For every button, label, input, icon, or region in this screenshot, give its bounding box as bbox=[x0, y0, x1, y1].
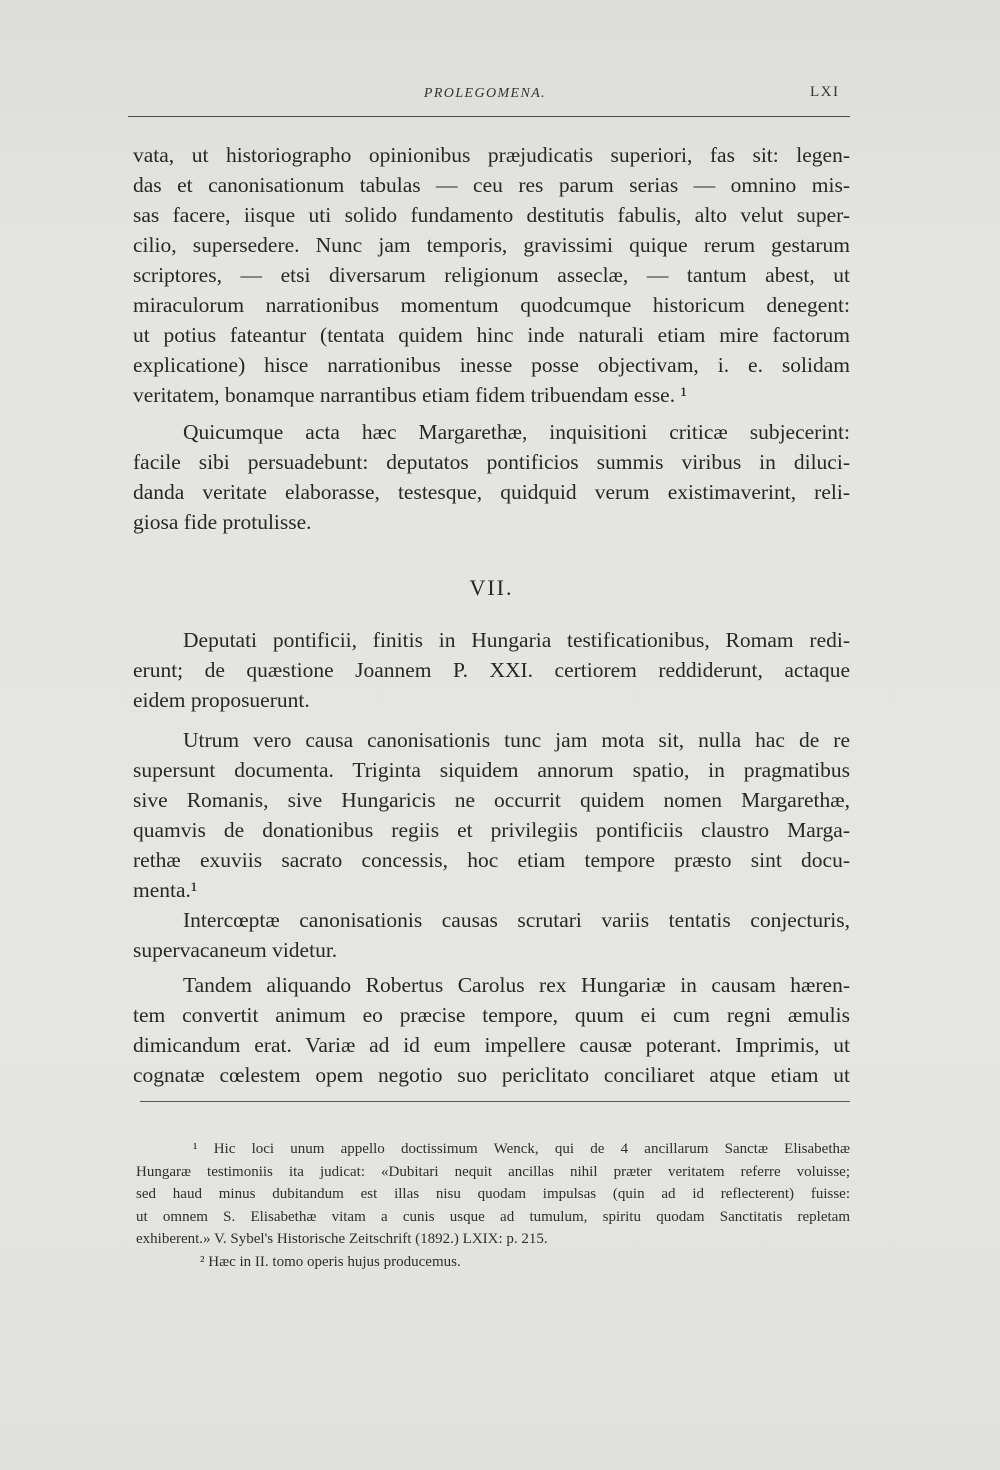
body-line: miraculorum narrationibus momentum quodcumque historicum denegent: bbox=[133, 293, 850, 317]
body-line: cilio, supersedere. Nunc jam temporis, gravissimi quique rerum gestarum bbox=[133, 233, 850, 257]
body-line: veritatem, bonamque narrantibus etiam fidem tribuendam esse. ¹ bbox=[133, 383, 687, 407]
footnote-line: ² Hæc in II. tomo operis hujus producemus. bbox=[200, 1253, 461, 1270]
body-line: sive Romanis, sive Hungaricis ne occurrit quidem nomen Margarethæ, bbox=[133, 788, 850, 812]
running-title: PROLEGOMENA. bbox=[423, 86, 547, 101]
footnote-line: Hungaræ testimoniis ita judicat: «Dubitari nequit ancillas nihil præter veritatem referre voluisse; bbox=[136, 1163, 850, 1180]
footnote-line: sed haud minus dubitandum est illas nisu quodam impulsas (quin ad id reflecterent) fuisse: bbox=[136, 1186, 850, 1202]
footnote-line: ut omnem S. Elisabethæ vitam a cunis usque ad tumulum, spiritu quodam Sanctitatis repletam bbox=[136, 1208, 850, 1225]
paragraph bbox=[133, 140, 850, 410]
body-line: supersunt documenta. Triginta siquidem annorum spatio, in pragmatibus bbox=[133, 758, 850, 782]
footnote-line: ¹ Hic loci unum appello doctissimum Wenck, qui de 4 ancillarum Sanctæ Elisabethæ bbox=[193, 1141, 850, 1157]
body-line: dimicandum erat. Variæ ad id eum impellere causæ poterant. Imprimis, ut bbox=[133, 1033, 850, 1057]
body-line: scriptores, — etsi diversarum religionum asseclæ, — tantum abest, ut bbox=[133, 263, 850, 287]
body-line: tem convertit animum eo præcise tempore, quum ei cum regni æmulis bbox=[133, 1003, 850, 1027]
body-line: erunt; de quæstione Joannem P. XXI. certiorem reddiderunt, actaque bbox=[133, 658, 850, 682]
body-line: danda veritate elaborasse, testesque, quidquid verum existimaverint, reli- bbox=[133, 480, 850, 504]
body-line: Deputati pontificii, finitis in Hungaria testificationibus, Romam redi- bbox=[183, 628, 850, 652]
body-line: ut potius fateantur (tentata quidem hinc inde naturali etiam mire factorum bbox=[133, 323, 850, 347]
footnotes bbox=[136, 1138, 850, 1273]
body-line: facile sibi persuadebunt: deputatos pontificios summis viribus in diluci- bbox=[133, 450, 850, 474]
body-line: rethæ exuviis sacrato concessis, hoc etiam tempore præsto sint docu- bbox=[133, 848, 850, 872]
paragraph bbox=[133, 417, 850, 537]
paragraph bbox=[133, 625, 850, 715]
paragraph bbox=[133, 725, 850, 905]
section-heading: VII. bbox=[469, 575, 514, 600]
body-line: supervacaneum videtur. bbox=[133, 938, 338, 962]
body-line: Intercœptæ canonisationis causas scrutari variis tentatis conjecturis, bbox=[183, 908, 850, 932]
paragraph bbox=[133, 970, 850, 1090]
page-number: LXI bbox=[810, 84, 840, 100]
footnote-rule bbox=[140, 1101, 850, 1102]
body-line: eidem proposuerunt. bbox=[133, 688, 310, 712]
body-line: Tandem aliquando Robertus Carolus rex Hungariæ in causam hæren- bbox=[183, 973, 850, 997]
body-line: quamvis de donationibus regiis et privilegiis pontificiis claustro Marga- bbox=[133, 818, 850, 842]
body-line: sas facere, iisque uti solido fundamento destitutis fabulis, alto velut super- bbox=[133, 203, 850, 227]
body-line: menta.¹ bbox=[133, 878, 198, 902]
body-line: explicatione) hisce narrationibus inesse posse objectivam, i. e. solidam bbox=[133, 353, 850, 377]
body-line: das et canonisationum tabulas — ceu res parum serias — omnino mis- bbox=[133, 173, 850, 197]
body-line: vata, ut historiographo opinionibus præjudicatis superiori, fas sit: legen- bbox=[133, 143, 850, 167]
body-line: giosa fide protulisse. bbox=[133, 510, 312, 534]
header-rule bbox=[128, 116, 850, 117]
paragraph bbox=[133, 905, 850, 965]
footnote-line: exhiberent.» V. Sybel's Historische Zeitschrift (1892.) LXIX: p. 215. bbox=[136, 1231, 548, 1247]
body-line: Quicumque acta hæc Margarethæ, inquisitioni criticæ subjecerint: bbox=[183, 420, 850, 444]
body-line: Utrum vero causa canonisationis tunc jam mota sit, nulla hac de re bbox=[183, 728, 850, 752]
body-line: cognatæ cœlestem opem negotio suo periclitato conciliaret atque etiam ut bbox=[133, 1063, 850, 1087]
